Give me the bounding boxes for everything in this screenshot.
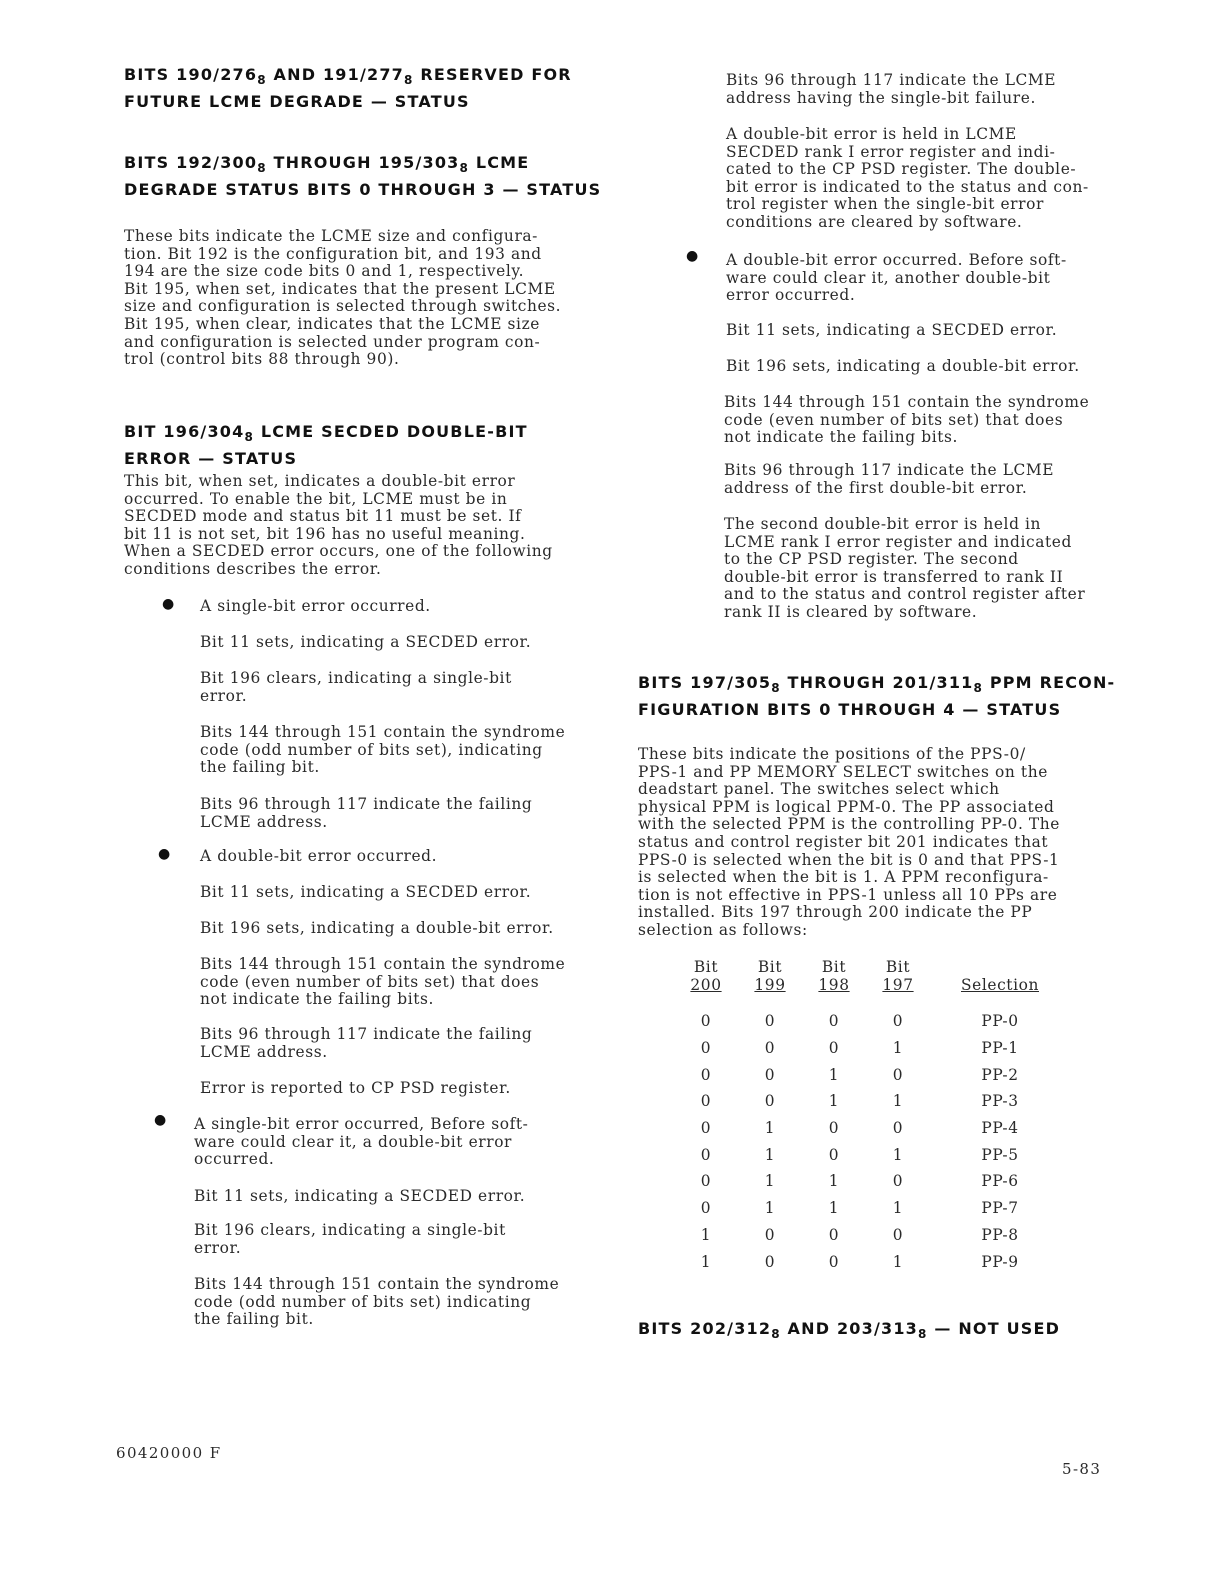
bit-cell: 1 — [828, 1199, 840, 1218]
bit-cell: 0 — [828, 1252, 840, 1271]
sub-item: Bits 144 through 151 contain the syndrome code (odd number of bits set), indicating the failing bit. — [200, 723, 566, 777]
bit-cell: 1 — [892, 1145, 904, 1164]
bullet-icon: ● — [686, 248, 699, 264]
pp-selection-table — [674, 958, 1056, 1275]
heading-bits-192-195: BITS $192/300_8$ THROUGH $195/303_8$ LCME DEGRADE STATUS BITS 0 THROUGH 3 — STATUS — [124, 153, 602, 199]
bit-cell: 1 — [764, 1199, 776, 1218]
ppm-reconfig-paragraph: These bits indicate the positions of the PPS-0/ PPS-1 and PP MEMORY SELECT switches on the deadstart panel. The switches select which physical PPM is logical PPM-0. The PP associated with the selected PPM is the controlling PP-0. The status and control register bit 201 indicates that PPS-0 is selected when the bit is 0 and that PPS-1 is selected when the bit is 1. A PPM reconfigura- tion is not effective in PPS-1 unless all 10 PPs are installed. Bits 197 through 200 indicate the PP selection as follows: — [638, 745, 1061, 939]
bit-cell: 1 — [700, 1252, 712, 1271]
sub-item: Bits 96 through 117 indicate the LCME address having the single-bit failure. — [726, 71, 1057, 107]
selection-cell: PP-9 — [981, 1252, 1019, 1271]
column-header: Bit 199 — [754, 958, 786, 994]
bit-cell: 0 — [828, 1119, 840, 1138]
bit-cell: 0 — [892, 1065, 904, 1084]
table-row — [674, 1195, 1056, 1222]
sub-item: Bit 11 sets, indicating a SECDED error. — [726, 321, 1058, 339]
table-row — [674, 994, 1056, 1035]
sub-item: Bit 11 sets, indicating a SECDED error. — [200, 633, 532, 651]
selection-cell: PP-4 — [981, 1119, 1019, 1138]
bit-cell: 1 — [700, 1225, 712, 1244]
bit-cell: 0 — [764, 1039, 776, 1058]
heading-bits-202-203: BITS $202/312_8$ AND $203/313_8$ — NOT USED — [638, 1319, 1061, 1341]
bit-cell: 0 — [700, 1199, 712, 1218]
page-number: 5-83 — [1062, 1460, 1102, 1478]
bullet-single-bit-error: A single-bit error occurred. — [200, 597, 431, 615]
sub-item: Error is reported to CP PSD register. — [200, 1079, 511, 1097]
bit-cell: 0 — [700, 1092, 712, 1111]
bit-cell: 0 — [892, 1225, 904, 1244]
selection-cell: PP-8 — [981, 1225, 1019, 1244]
bit-cell: 0 — [700, 1039, 712, 1058]
sub-item: Bit 196 sets, indicating a double-bit error. — [726, 357, 1080, 375]
sub-item: Bits 96 through 117 indicate the LCME address of the first double-bit error. — [724, 461, 1055, 497]
bit-cell: 0 — [764, 1252, 776, 1271]
table-row — [674, 1035, 1056, 1062]
sub-item: Bit 196 clears, indicating a single-bit error. — [200, 669, 512, 705]
bit-cell: 0 — [892, 1119, 904, 1138]
sub-item: The second double-bit error is held in LCME rank I error register and indicated to the CP PSD register. The second double-bit error is transferred to rank II and to the status and control register after rank II is cleared by software. — [724, 515, 1086, 621]
bit-cell: 0 — [764, 1225, 776, 1244]
bit-cell: 0 — [828, 1225, 840, 1244]
sub-item: Bit 11 sets, indicating a SECDED error. — [194, 1187, 526, 1205]
bullet-icon: ● — [158, 846, 171, 862]
bit-cell: 1 — [892, 1039, 904, 1058]
column-header: Bit 200 — [690, 958, 722, 994]
column-header: Bit 198 — [818, 958, 850, 994]
table-row — [674, 1061, 1056, 1088]
bit-cell: 0 — [828, 1145, 840, 1164]
bullet-double-then-double: A double-bit error occurred. Before soft- ware could clear it, another double-bit error occurred. — [726, 251, 1067, 305]
selection-cell: PP-1 — [981, 1039, 1019, 1058]
selection-cell: PP-0 — [981, 1012, 1019, 1031]
bit-cell: 0 — [764, 1065, 776, 1084]
heading-bit-196: BIT $196/304_8$ LCME SECDED DOUBLE-BIT ERROR — STATUS — [124, 422, 528, 468]
bit-cell: 0 — [892, 1172, 904, 1191]
bit-cell: 0 — [700, 1145, 712, 1164]
sub-item: Bit 196 clears, indicating a single-bit error. — [194, 1221, 506, 1257]
bit-cell: 1 — [764, 1119, 776, 1138]
selection-cell: PP-7 — [981, 1199, 1019, 1218]
table-row — [674, 1222, 1056, 1249]
bit-cell: 0 — [764, 1012, 776, 1031]
bit-cell: 1 — [892, 1199, 904, 1218]
bit-cell: 0 — [700, 1172, 712, 1191]
bit-cell: 1 — [892, 1092, 904, 1111]
selection-cell: PP-6 — [981, 1172, 1019, 1191]
sub-item: Bits 96 through 117 indicate the failing LCME address. — [200, 795, 533, 831]
table-row — [674, 1115, 1056, 1142]
bit-cell: 0 — [700, 1012, 712, 1031]
heading-bits-197-201: BITS $197/305_8$ THROUGH $201/311_8$ PPM RECON- FIGURATION BITS 0 THROUGH 4 — STATUS — [638, 673, 1116, 719]
bullet-icon: ● — [162, 596, 175, 612]
table-row — [674, 1141, 1056, 1168]
bit-cell: 1 — [828, 1172, 840, 1191]
heading-bits-190-191: BITS $190/276_8$ AND $191/277_8$ RESERVED FOR FUTURE LCME DEGRADE — STATUS — [124, 65, 572, 111]
sub-item: A double-bit error is held in LCME SECDED rank I error register and indi- cated to the CP PSD register. The double- bit error is indicated to the status and con- trol register when the single-bit error conditions are cleared by software. — [726, 125, 1089, 231]
table-row — [674, 1168, 1056, 1195]
document-number: 60420000 F — [116, 1444, 222, 1462]
bit-cell: 0 — [764, 1092, 776, 1111]
bullet-icon: ● — [154, 1112, 167, 1128]
selection-cell: PP-2 — [981, 1065, 1019, 1084]
bit-cell: 1 — [892, 1252, 904, 1271]
sub-item: Bit 196 sets, indicating a double-bit error. — [200, 919, 554, 937]
bit-196-paragraph: This bit, when set, indicates a double-bit error occurred. To enable the bit, LCME must be in SECDED mode and status bit 11 must be set. If bit 11 is not set, bit 196 has no useful meaning. When a SECDED error occurs, one of the following conditions describes the error. — [124, 472, 553, 578]
sub-item: Bits 144 through 151 contain the syndrome code (even number of bits set) that does not indicate the failing bits. — [200, 955, 566, 1009]
bit-cell: 1 — [828, 1065, 840, 1084]
sub-item: Bit 11 sets, indicating a SECDED error. — [200, 883, 532, 901]
bit-cell: 1 — [764, 1145, 776, 1164]
bit-cell: 0 — [828, 1039, 840, 1058]
table-row — [674, 1088, 1056, 1115]
bit-cell: 1 — [828, 1092, 840, 1111]
bit-cell: 0 — [700, 1065, 712, 1084]
selection-cell: PP-5 — [981, 1145, 1019, 1164]
bit-cell: 0 — [892, 1012, 904, 1031]
column-header: Bit 197 — [882, 958, 914, 994]
bit-cell: 0 — [828, 1012, 840, 1031]
column-header-selection: Selection — [961, 976, 1039, 994]
table-row — [674, 1248, 1056, 1275]
bullet-double-bit-error: A double-bit error occurred. — [200, 847, 438, 865]
selection-cell: PP-3 — [981, 1092, 1019, 1111]
sub-item: Bits 144 through 151 contain the syndrome code (odd number of bits set) indicating the failing bit. — [194, 1275, 560, 1329]
bit-cell: 1 — [764, 1172, 776, 1191]
lcme-size-paragraph: These bits indicate the LCME size and configura- tion. Bit 192 is the configuration bit, and 193 and 194 are the size code bits 0 and 1, respectively. Bit 195, when set, indicates that the present LCME size and configuration is selected through switches. Bit 195, when clear, indicates that the LCME size and configuration is selected under program con- trol (control bits 88 through 90). — [124, 227, 562, 369]
sub-item: Bits 96 through 117 indicate the failing LCME address. — [200, 1025, 533, 1061]
bullet-single-then-double: A single-bit error occurred, Before soft- ware could clear it, a double-bit error occurred. — [194, 1115, 529, 1169]
table-header-row — [674, 958, 1056, 994]
sub-item: Bits 144 through 151 contain the syndrome code (even number of bits set) that does not indicate the failing bits. — [724, 393, 1090, 447]
bit-cell: 0 — [700, 1119, 712, 1138]
